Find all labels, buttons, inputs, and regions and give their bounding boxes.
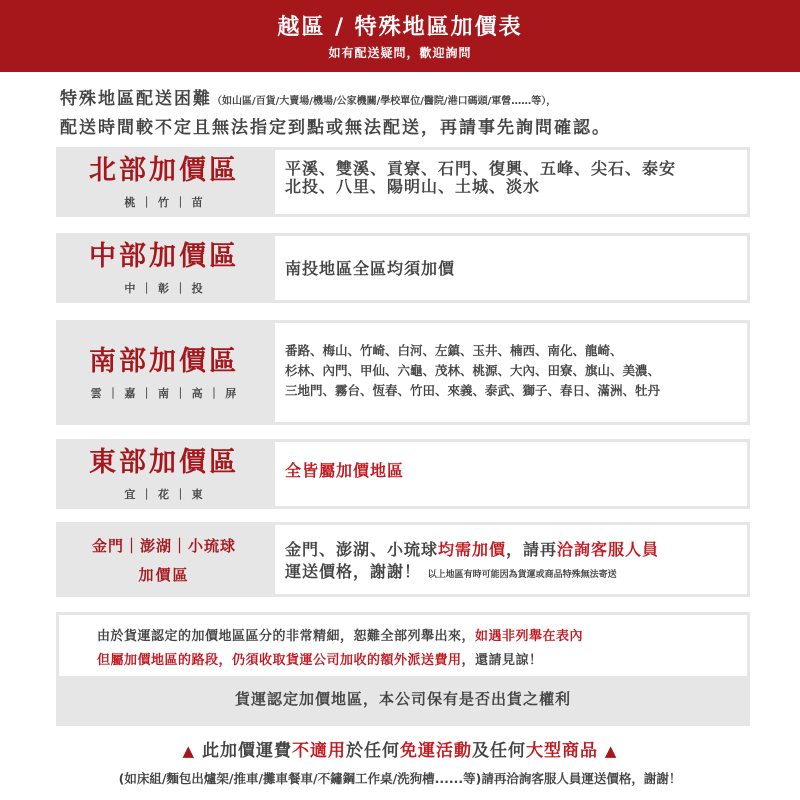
intro-text: [60, 86, 760, 141]
region-east-label: [56, 439, 272, 509]
region-central-line-1: 南投地區全區均須加價: [285, 259, 456, 278]
notice-line-2b: ，還請見諒！: [461, 653, 543, 668]
islands-line-1d: 洽詢客服人員: [557, 540, 660, 559]
region-south-line-3: 三地門、霧台、恆春、竹田、來義、泰武、獅子、春日、滿洲、牡丹: [285, 383, 661, 398]
intro-line-2: 配送時間較不定且無法指定到點或無法配送，再請事先詢問確認。: [60, 118, 611, 138]
page-title: 越區 / 特殊地區加價表: [277, 15, 523, 40]
islands-line-1a: 金門、澎湖、小琉球: [285, 540, 439, 559]
region-islands-name: 金門｜澎湖｜小琉球: [91, 536, 236, 555]
region-central-cities: 中 ｜ 彰 ｜ 投: [124, 282, 204, 295]
islands-line-2-note: 以上地區有時可能因為貨運或商品特殊無法寄送: [427, 570, 617, 580]
region-south-areas: [275, 323, 747, 422]
islands-line-1b: 均需加價: [438, 540, 507, 559]
warning-line: [0, 738, 800, 764]
warning-f: 大型商品: [526, 741, 598, 761]
warning-e: 及任何: [472, 741, 526, 761]
warning-triangle-icon-2: ▲: [604, 742, 618, 760]
region-south-cities: 雲 ｜ 嘉 ｜ 南 ｜ 高 ｜ 屏: [90, 386, 238, 400]
region-east-name: 東部加價區: [89, 447, 239, 478]
region-north-areas: [275, 150, 747, 214]
notice-line-1b: 如遇非列舉在表內: [475, 629, 584, 644]
region-islands: [56, 522, 750, 597]
region-central: [56, 233, 750, 303]
notice-line-2a: 但屬加價地區的路段，仍須收取貨運公司加收的額外派送費用: [97, 653, 462, 668]
region-islands-areas: [275, 525, 747, 594]
notice-line-2: [97, 649, 747, 673]
region-islands-label: [56, 522, 272, 597]
notice-inner: [59, 615, 747, 676]
region-islands-line-1: [285, 541, 739, 559]
region-north-name: 北部加價區: [89, 155, 239, 186]
warning-c: 於任何: [346, 741, 400, 761]
islands-line-1c: ，請再: [506, 540, 558, 559]
region-east-line-1: 全皆屬加價地區: [285, 461, 405, 480]
region-south-label: [56, 320, 272, 425]
warning-b: 不適用: [292, 741, 346, 761]
region-south: [56, 320, 750, 425]
region-north-line-1: 平溪、雙溪、貢寮、石門、復興、五峰、尖石、泰安: [285, 159, 677, 178]
islands-line-2a: 運送價格，謝謝！: [285, 562, 422, 581]
region-east-areas: [275, 442, 747, 506]
intro-main: 特殊地區配送困難: [60, 89, 212, 109]
warning-triangle-icon: ▲: [182, 742, 196, 760]
region-north-line-2: 北投、八里、陽明山、土城、淡水: [285, 177, 541, 196]
region-north-cities: 桃 ｜ 竹 ｜ 苗: [124, 196, 204, 209]
bottom-note: (如床組/麵包出爐架/推車/攤車餐車/不鏽鋼工作桌/洗狗槽......等)請再洽詢客服人員運送價格，謝謝！: [118, 771, 682, 786]
notice-footer: 貨運認定加價地區，本公司保有是否出貨之權利: [234, 690, 571, 708]
region-north-label: [56, 147, 272, 217]
region-north: [56, 147, 750, 217]
page-subtitle: 如有配送疑問，歡迎詢問: [328, 46, 472, 60]
region-east-cities: 宜 ｜ 花 ｜ 東: [124, 488, 204, 501]
header-banner: [0, 0, 800, 72]
warning-d: 免運活動: [400, 741, 472, 761]
region-south-line-2: 杉林、內門、甲仙、六龜、茂林、桃源、大內、田寮、旗山、美濃、: [285, 363, 661, 378]
intro-note: （如山區/百貨/大賣場/機場/公家機關/學校單位/醫院/港口碼頭/軍營……等），: [212, 96, 557, 107]
region-central-label: [56, 233, 272, 303]
region-central-name: 中部加價區: [89, 241, 239, 272]
warning-a: 此加價運費: [202, 741, 292, 761]
notice-line-1a: 由於貨運認定的加價地區區分的非常精細，恕難全部列舉出來，: [97, 629, 476, 644]
region-south-name: 南部加價區: [89, 345, 239, 377]
notice-box: [56, 612, 750, 726]
region-central-areas: [275, 236, 747, 300]
intro-line-1: [60, 86, 760, 115]
region-east: [56, 439, 750, 509]
region-islands-line-2: [285, 563, 739, 584]
region-south-line-1: 番路、梅山、竹崎、白河、左鎮、玉井、楠西、南化、龍崎、: [285, 343, 623, 358]
notice-line-1: [97, 625, 747, 649]
region-islands-name-2: 加價區: [138, 565, 190, 584]
